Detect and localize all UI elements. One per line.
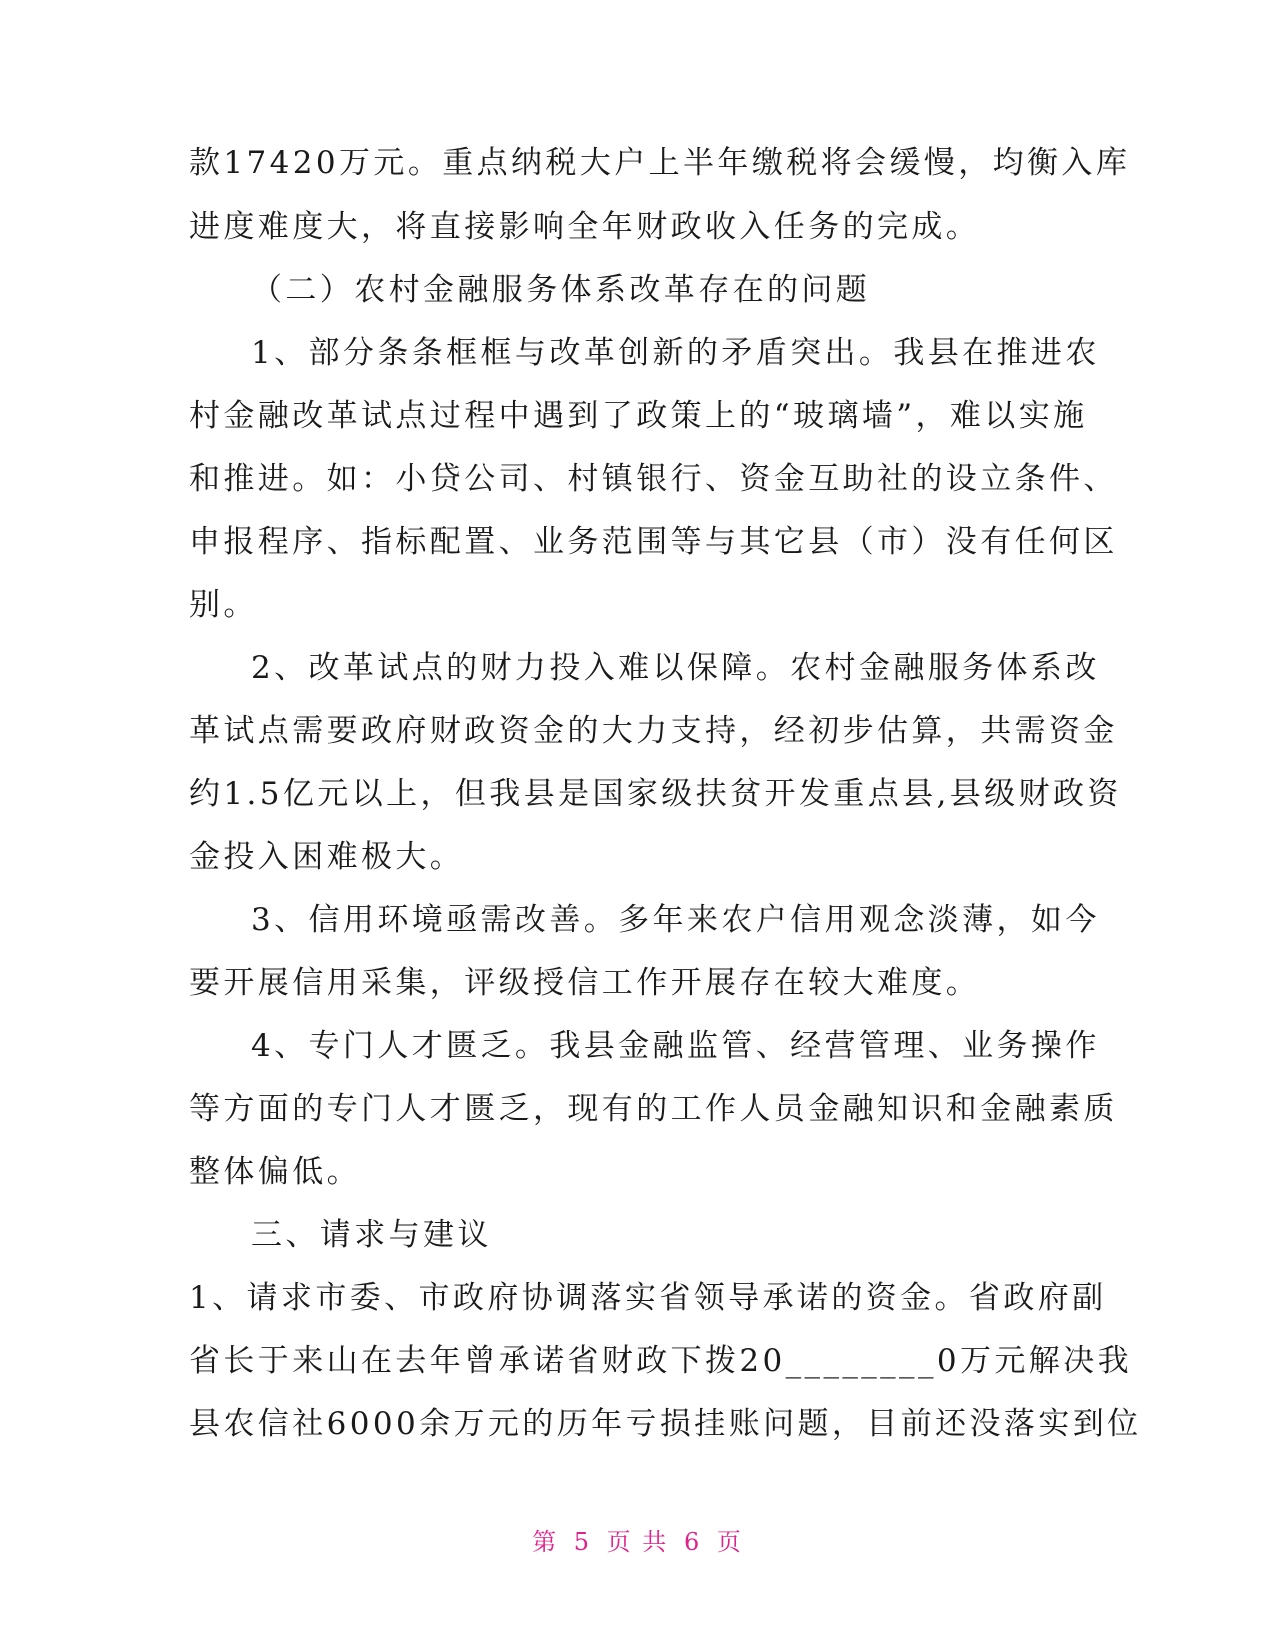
text-line: 革试点需要政府财政资金的大力支持，经初步估算，共需资金 <box>189 713 1118 749</box>
text-line: 别。 <box>189 587 258 623</box>
section-heading: 三、请求与建议 <box>251 1217 492 1253</box>
footer-prefix: 第 <box>532 1528 559 1556</box>
text-line: 1、部分条条框框与改革创新的矛盾突出。我县在推进农 <box>251 335 1100 371</box>
text-line: 整体偏低。 <box>189 1154 361 1190</box>
text-line: 进度难度大，将直接影响全年财政收入任务的完成。 <box>189 209 981 245</box>
section-heading: （二）农村金融服务体系改革存在的问题 <box>251 272 871 308</box>
text-line: 金投入困难极大。 <box>189 839 465 875</box>
page-footer <box>0 1522 1275 1557</box>
text-line: 款17420万元。重点纳税大户上半年缴税将会缓慢，均衡入库 <box>189 145 1131 181</box>
footer-total-pages: 6 <box>683 1528 702 1556</box>
text-line: 约1.5亿元以上，但我县是国家级扶贫开发重点县,县级财政资 <box>189 776 1122 812</box>
footer-suffix: 页 <box>716 1528 743 1556</box>
text-line: 3、信用环境亟需改善。多年来农户信用观念淡薄，如今 <box>251 902 1100 938</box>
text-line: 和推进。如：小贷公司、村镇银行、资金互助社的设立条件、 <box>189 461 1118 497</box>
text-line: 省长于来山在去年曾承诺省财政下拨20________0万元解决我 <box>189 1343 1132 1379</box>
text-line: 2、改革试点的财力投入难以保障。农村金融服务体系改 <box>251 650 1100 686</box>
footer-page-number: 5 <box>573 1528 592 1556</box>
text-line: 县农信社6000余万元的历年亏损挂账问题，目前还没落实到位 <box>189 1406 1142 1442</box>
text-line: 申报程序、指标配置、业务范围等与其它县（市）没有任何区 <box>189 524 1118 560</box>
text-line: 等方面的专门人才匮乏，现有的工作人员金融知识和金融素质 <box>189 1091 1118 1127</box>
text-line: 1、请求市委、市政府协调落实省领导承诺的资金。省政府副 <box>189 1280 1107 1316</box>
footer-middle: 页 共 <box>606 1528 669 1556</box>
text-line: 村金融改革试点过程中遇到了政策上的“玻璃墙”，难以实施 <box>189 398 1088 434</box>
text-line: 4、专门人才匮乏。我县金融监管、经营管理、业务操作 <box>251 1028 1100 1064</box>
text-line: 要开展信用采集，评级授信工作开展存在较大难度。 <box>189 965 981 1001</box>
